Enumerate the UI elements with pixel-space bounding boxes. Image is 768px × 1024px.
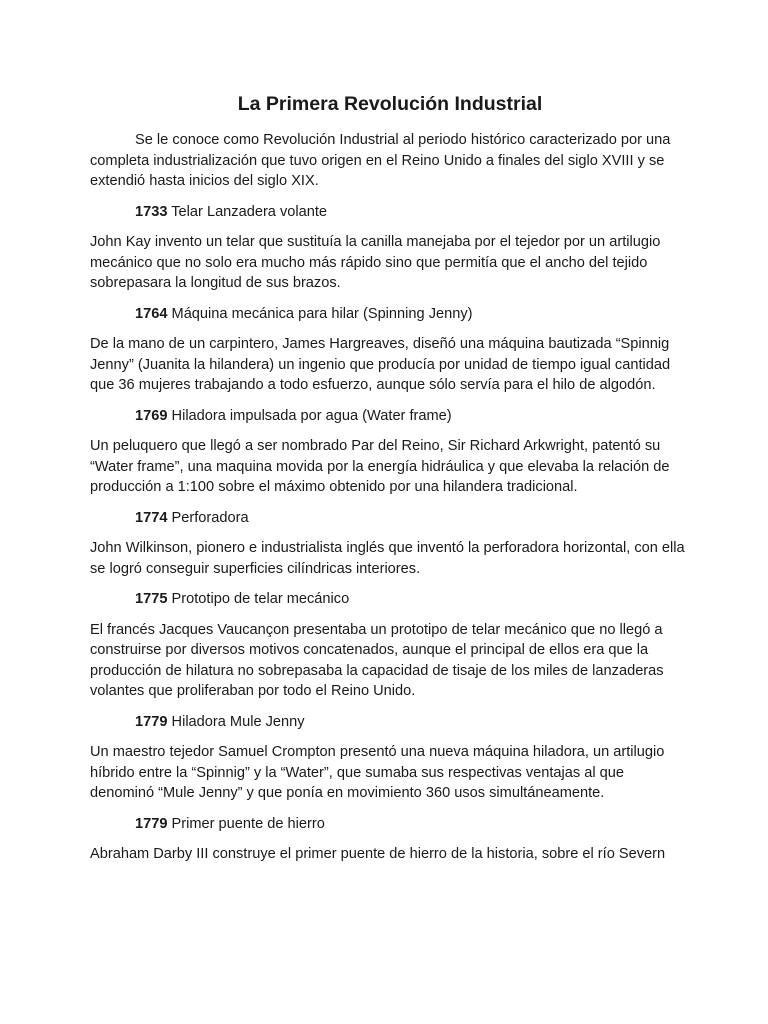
section-heading (90, 712, 690, 733)
section-paragraph: John Kay invento un telar que sustituía la canilla manejaba por el tejedor por un artilugio mecánico que no solo era mucho más rápido sino que permitía que el ancho del tejido sobrepasara la longitud de sus brazos. (90, 234, 661, 291)
section-year: 1779 (135, 713, 168, 730)
section-paragraph: De la mano de un carpintero, James Hargreaves, diseñó una máquina bautizada “Spinnig Jenny” (Juanita la hilandera) un ingenio que producía por unidad de tiempo igual cantidad que 36 mujeres trabajando a todo esfuerzo, aunque sólo servía para el hilo de algodón. (90, 336, 671, 393)
section-title: Prototipo de telar mecánico (171, 591, 350, 607)
section-title: Hiladora impulsada por agua (Water frame) (171, 407, 452, 424)
section-heading (90, 589, 690, 610)
section-heading (90, 814, 690, 835)
section-year: 1774 (135, 509, 168, 526)
section-paragraph: Un peluquero que llegó a ser nombrado Par del Reino, Sir Richard Arkwright, patentó su “Water frame”, una maquina movida por la energía hidráulica y que elevaba la relación de producción a 1:100 sobre el máximo obtenido por una hilandera tradicional. (90, 438, 670, 495)
section-year: 1775 (135, 591, 168, 607)
section-year: 1733 (135, 203, 168, 220)
section-title: Primer puente de hierro (171, 815, 325, 832)
section-year: 1779 (135, 815, 168, 832)
section-paragraph: El francés Jacques Vaucançon presentaba un prototipo de telar mecánico que no llegó a construirse por diversos motivos concatenados, aunque el principal de ellos era que la producción de hilatura no sobrepasaba la capacidad de tisaje de los miles de lanzaderas volantes que proliferaban por todo el Reino Unido. (90, 621, 664, 699)
section-heading (90, 202, 690, 223)
section-title: Telar Lanzadera volante (171, 203, 328, 220)
section-paragraph: John Wilkinson, pionero e industrialista inglés que inventó la perforadora horizontal, con ella se logró conseguir superficies cilíndricas interiores. (90, 540, 685, 577)
section-heading (90, 406, 690, 427)
section-title: Hiladora Mule Jenny (171, 713, 305, 730)
section-paragraph: Un maestro tejedor Samuel Crompton presentó una nueva máquina hiladora, un artilugio híbrido entre la “Spinnig” y la “Water”, que sumaba sus respectivas ventajas al que denominó “Mule Jenny” y que ponía en movimiento 360 usos simultáneamente. (90, 744, 665, 801)
document-page (90, 90, 690, 875)
section-title: Máquina mecánica para hilar (Spinning Jenny) (171, 305, 473, 322)
section-heading (90, 304, 690, 325)
section-year: 1764 (135, 305, 168, 322)
section-year: 1769 (135, 407, 168, 424)
section-title: Perforadora (171, 509, 249, 526)
section-paragraph: Abraham Darby III construye el primer puente de hierro de la historia, sobre el río Severn (90, 846, 666, 862)
intro-paragraph: Se le conoce como Revolución Industrial al periodo histórico caracterizado por una completa industrialización que tuvo origen en el Reino Unido a finales del siglo XVIII y se extendió hasta inicios del siglo XIX. (90, 132, 671, 189)
section-heading (90, 508, 690, 529)
document-title: La Primera Revolución Industrial (237, 93, 543, 115)
